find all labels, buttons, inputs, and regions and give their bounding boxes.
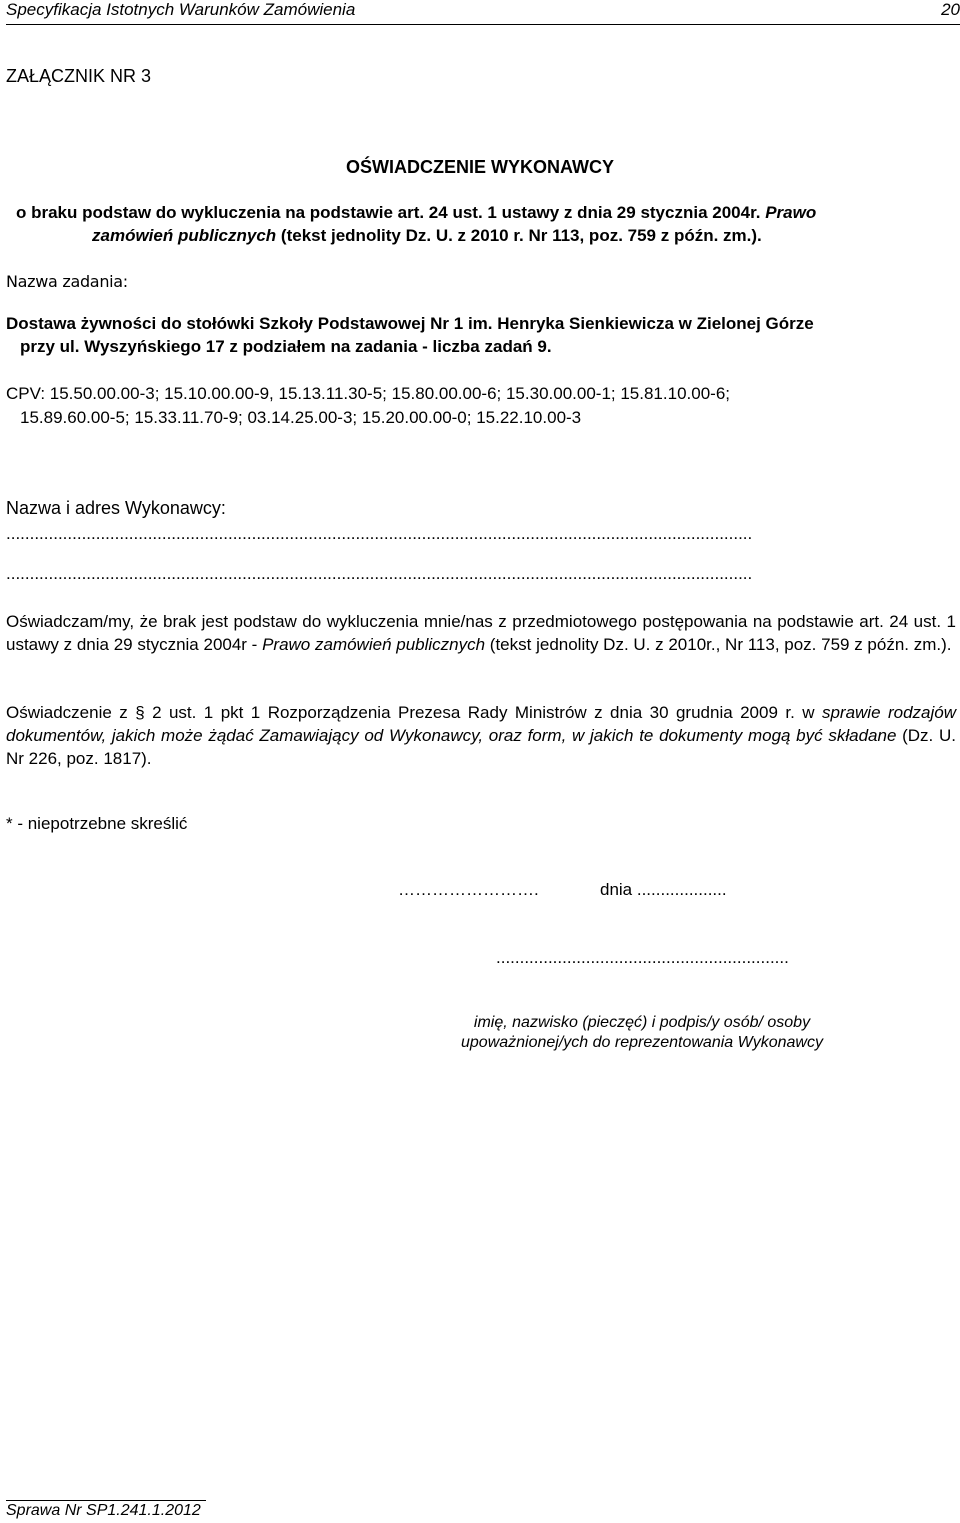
subtitle-italic: zamówień publicznych: [92, 226, 277, 245]
signature-caption-line2: upoważnionej/ych do reprezentowania Wykonawcy: [461, 1034, 823, 1051]
subtitle-text: (tekst jednolity Dz. U. z 2010 r. Nr 113, poz. 759 z późn. zm.).: [276, 226, 762, 245]
statement-subtitle-line2: [92, 226, 762, 246]
task-name-line1: Dostawa żywności do stołówki Szkoły Podstawowej Nr 1 im. Henryka Sienkiewicza w Zielonej Górze: [6, 314, 814, 333]
statement-title: OŚWIADCZENIE WYKONAWCY: [346, 157, 614, 177]
contractor-dots-line2: ..............................................................................................................................................................: [6, 564, 753, 583]
contractor-label: Nazwa i adres Wykonawcy:: [6, 498, 226, 518]
footer-divider: [6, 1500, 206, 1501]
date-field: dnia ...................: [600, 880, 727, 899]
task-label: Nazwa zadania:: [6, 272, 128, 291]
cpv-codes-line2: 15.89.60.00-5; 15.33.11.70-9; 03.14.25.00-3; 15.20.00.00-0; 15.22.10.00-3: [20, 408, 582, 427]
page-footer: Sprawa Nr SP1.241.1.2012: [6, 1502, 201, 1519]
regulation-italic: sprawie rodzajów dokumentów, jakich może żądać Zamawiający od Wykonawcy, oraz form, w jakich te dokumenty mogą być składane: [6, 703, 956, 745]
declaration-italic: Prawo zamówień publicznych: [262, 635, 486, 654]
cpv-codes-line1: CPV: 15.50.00.00-3; 15.10.00.00-9, 15.13.11.30-5; 15.80.00.00-6; 15.30.00.00-1; 15.81.10.00-6;: [6, 384, 730, 403]
task-name-line2: przy ul. Wyszyńskiego 17 z podziałem na zadania - liczba zadań 9.: [20, 337, 552, 356]
contractor-dots-line1: ..............................................................................................................................................................: [6, 524, 753, 543]
regulation-text: (Dz. U. Nr 226, poz. 1817).: [6, 726, 956, 768]
place-dots: …………………….: [398, 880, 539, 899]
signature-caption-line1: imię, nazwisko (pieczęć) i podpis/y osób/ osoby: [473, 1014, 811, 1031]
subtitle-text: o braku podstaw do wykluczenia na podstawie art. 24 ust. 1 ustawy z dnia 29 stycznia 2004r.: [16, 203, 766, 222]
statement-subtitle-line1: [16, 203, 816, 223]
page-number: 20: [941, 0, 960, 19]
attachment-label: ZAŁĄCZNIK NR 3: [6, 66, 152, 86]
footnote-note: * - niepotrzebne skreślić: [6, 814, 188, 833]
declaration-text: (tekst jednolity Dz. U. z 2010r., Nr 113, poz. 759 z późn. zm.).: [485, 635, 952, 654]
header-title: Specyfikacja Istotnych Warunków Zamówienia: [6, 0, 356, 19]
page-header: [6, 0, 960, 25]
regulation-paragraph: [6, 701, 956, 770]
declaration-paragraph: [6, 610, 956, 656]
signature-dots: ..............................................................: [496, 948, 789, 967]
subtitle-italic: Prawo: [765, 203, 817, 222]
declaration-text: Oświadczam/my, że brak jest podstaw do wykluczenia mnie/nas z przedmiotowego postępowania na podstawie art. 24 ust. 1 ustawy z dnia 29 stycznia 2004r -: [6, 612, 956, 654]
regulation-text: Oświadczenie z § 2 ust. 1 pkt 1 Rozporządzenia Prezesa Rady Ministrów z dnia 30 grudnia 2009 r. w: [6, 703, 822, 722]
